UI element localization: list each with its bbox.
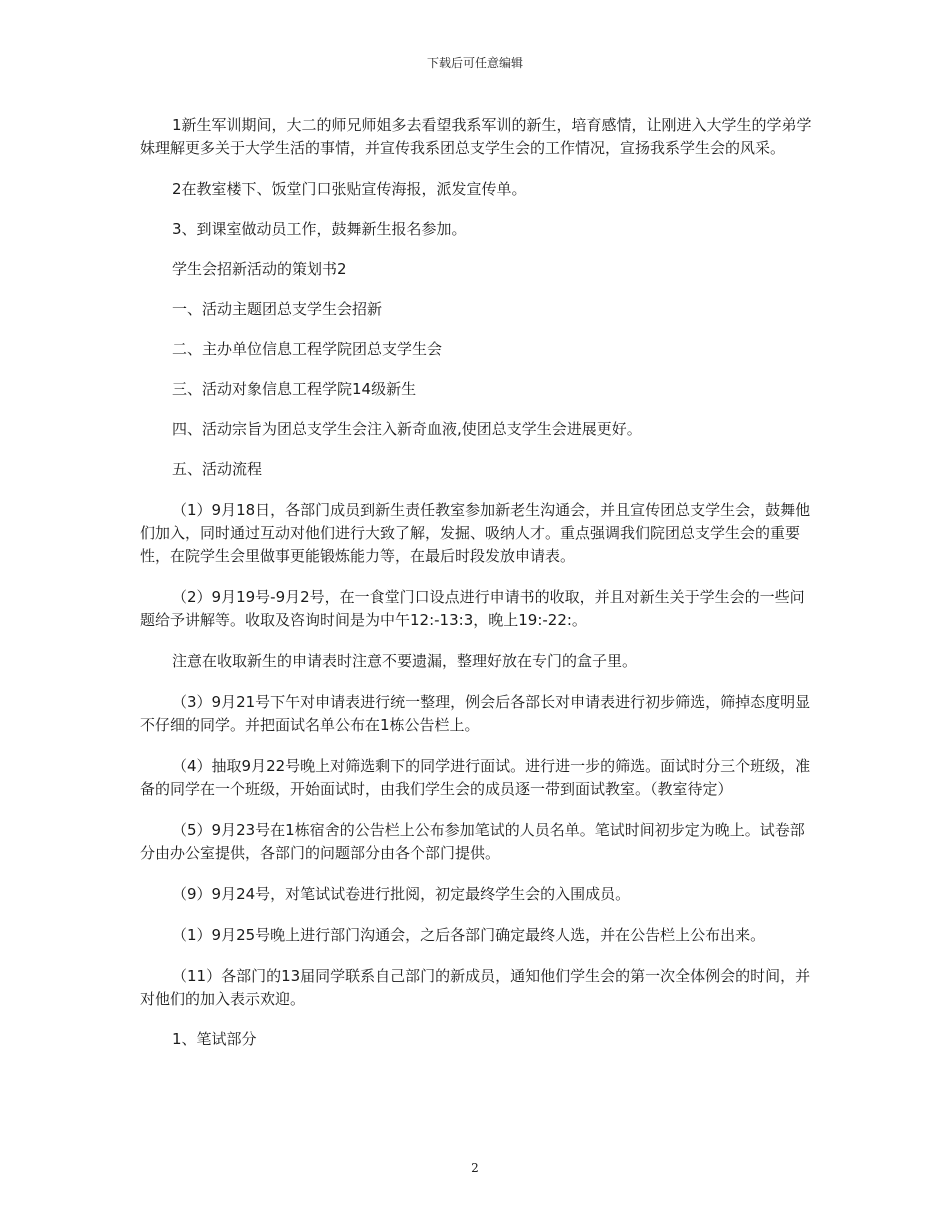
paragraph: （3）9月21号下午对申请表进行统一整理，例会后各部长对申请表进行初步筛选，筛掉态度明显不仔细的同学。并把面试名单公布在1栋公告栏上。 [140, 693, 811, 734]
paragraph: 四、活动宗旨为团总支学生会注入新奇血液,使团总支学生会进展更好。 [172, 420, 642, 438]
paragraph: （1）9月25号晚上进行部门沟通会，之后各部门确定最终人选，并在公告栏上公布出来。 [172, 926, 766, 944]
paragraph: （9）9月24号，对笔试试卷进行批阅，初定最终学生会的入围成员。 [172, 885, 631, 903]
paragraph: （4）抽取9月22号晚上对筛选剩下的同学进行面试。进行进一步的筛选。面试时分三个班级，准备的同学在一个班级，开始面试时，由我们学生会的成员逐一带到面试教室。（教室待定） [140, 757, 811, 798]
document-body [140, 114, 812, 1051]
paragraph: （11）各部门的13届同学联系自己部门的新成员，通知他们学生会的第一次全体例会的时间，并对他们的加入表示欢迎。 [140, 967, 811, 1008]
paragraph: 学生会招新活动的策划书2 [172, 260, 347, 278]
paragraph: 3、到课室做动员工作，鼓舞新生报名参加。 [172, 220, 467, 238]
paragraph: 五、活动流程 [172, 460, 263, 478]
paragraph: （2）9月19号-9月2号，在一食堂门口设点进行申请书的收取，并且对新生关于学生会的一些问题给予讲解等。收取及咨询时间是为中午12:-13:3，晚上19:-22:。 [140, 588, 805, 629]
paragraph: 1新生军训期间，大二的师兄师姐多去看望我系军训的新生，培育感情，让刚进入大学生的学弟学妹理解更多关于大学生活的事情，并宣传我系团总支学生会的工作情况，宣扬我系学生会的风采。 [140, 116, 812, 157]
paragraph: （1）9月18日，各部门成员到新生责任教室参加新老生沟通会，并且宣传团总支学生会，鼓舞他们加入，同时通过互动对他们进行大致了解，发掘、吸纳人才。重点强调我们院团总支学生会的重要性，在院学生会里做事更能锻炼能力等，在最后时段发放申请表。 [140, 501, 811, 565]
paragraph: 三、活动对象信息工程学院14级新生 [172, 380, 417, 398]
paragraph: 二、主办单位信息工程学院团总支学生会 [172, 340, 443, 358]
paragraph: 1、笔试部分 [172, 1030, 257, 1048]
paragraph: 2在教室楼下、饭堂门口张贴宣传海报，派发宣传单。 [172, 180, 527, 198]
page-number: 2 [471, 1161, 479, 1175]
paragraph: 一、活动主题团总支学生会招新 [172, 300, 383, 318]
paragraph: 注意在收取新生的申请表时注意不要遗漏，整理好放在专门的盒子里。 [172, 652, 638, 670]
paragraph: （5）9月23号在1栋宿舍的公告栏上公布参加笔试的人员名单。笔试时间初步定为晚上。试卷部分由办公室提供，各部门的问题部分由各个部门提供。 [140, 821, 805, 862]
page-header: 下载后可任意编辑 [426, 56, 523, 70]
